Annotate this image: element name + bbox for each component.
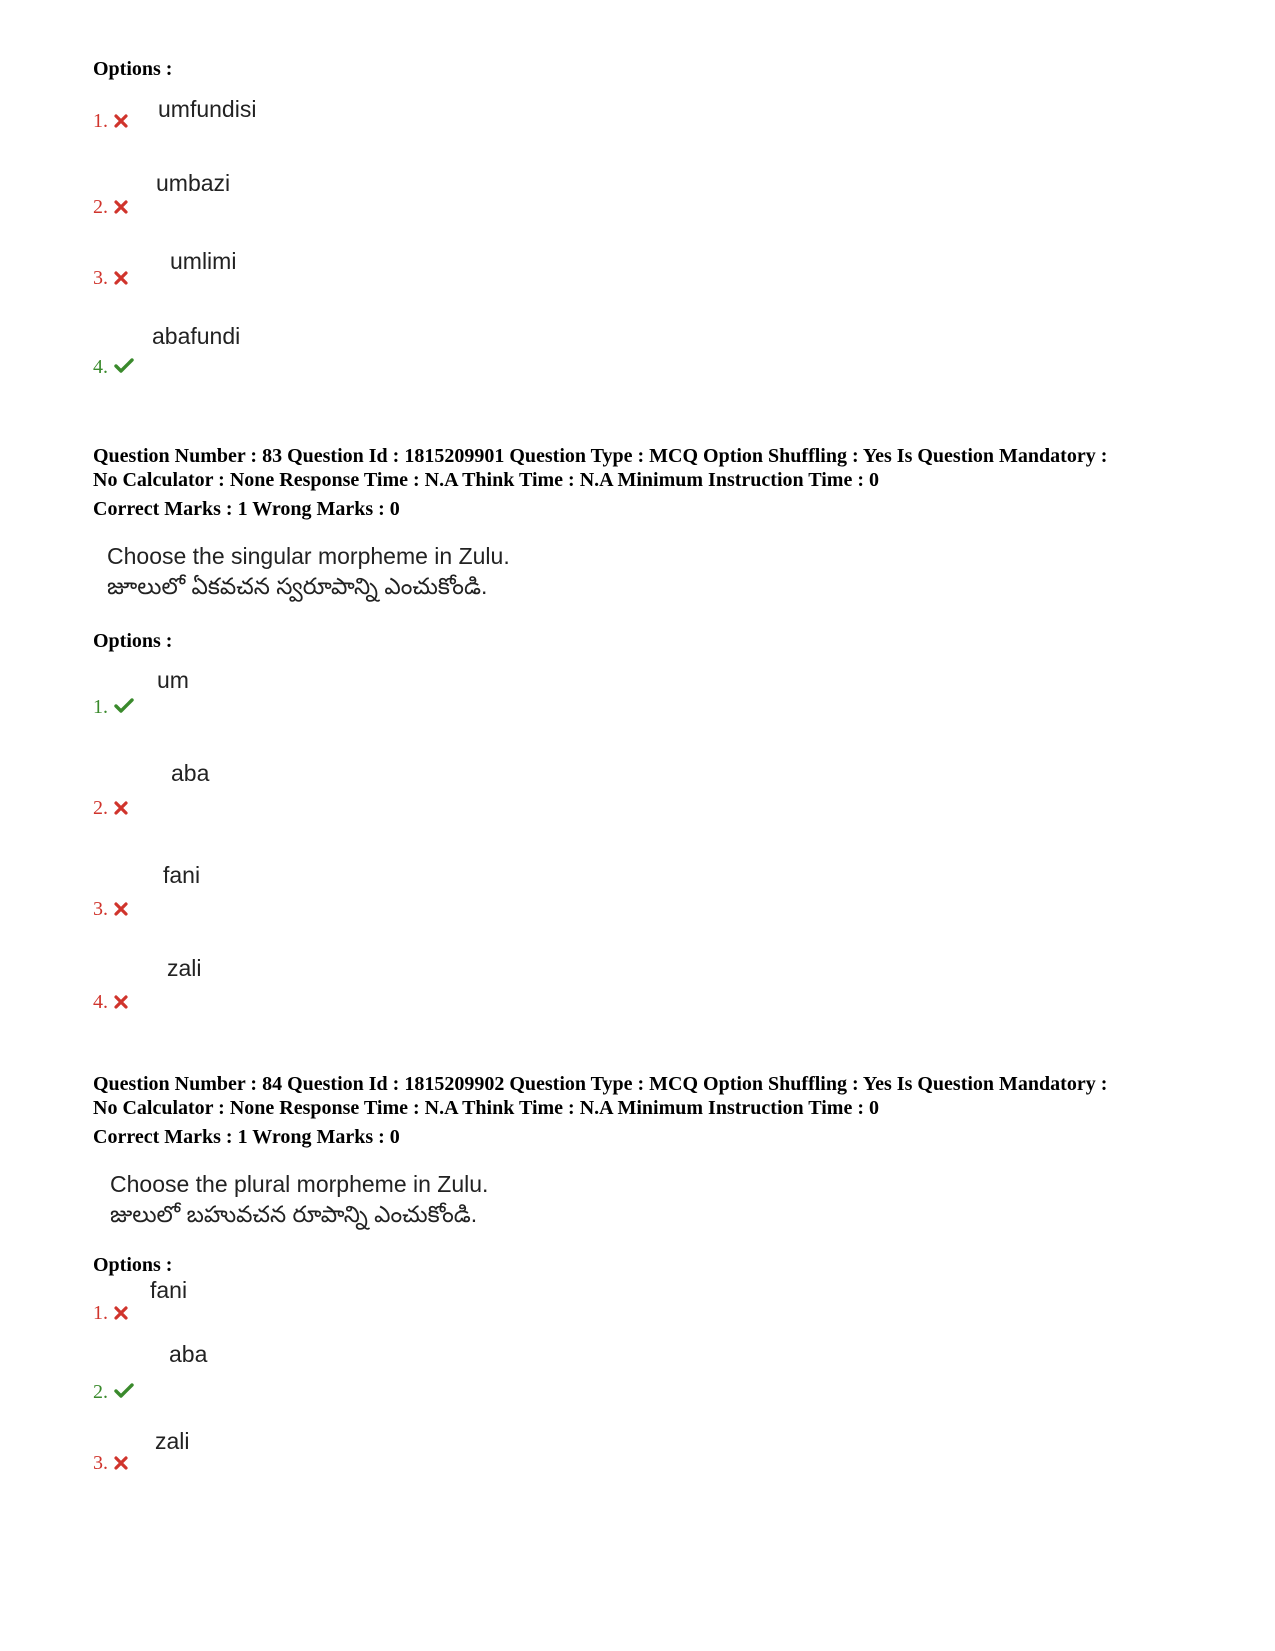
options-label: Options : xyxy=(93,630,173,652)
check-icon xyxy=(114,1382,134,1405)
option-number: 2. xyxy=(93,1381,134,1405)
question-text: Choose the singular morpheme in Zulu. జూలులో ఏకవచన స్వరూపాన్ని ఎంచుకోండి. xyxy=(107,543,510,599)
option-text: um xyxy=(157,667,189,693)
question-meta: Question Number : 83 Question Id : 1815209901 Question Type : MCQ Option Shuffling : Yes Is Question Mandatory : No Calculator : None Response Time : N.A Think Time : N.A Minimum Instruction Time : 0 xyxy=(93,445,1108,491)
options-label: Options : xyxy=(93,58,173,80)
cross-icon xyxy=(114,268,128,291)
cross-icon xyxy=(114,197,128,220)
question-meta: Question Number : 84 Question Id : 1815209902 Question Type : MCQ Option Shuffling : Yes Is Question Mandatory : No Calculator : None Response Time : N.A Think Time : N.A Minimum Instruction Time : 0 xyxy=(93,1073,1108,1119)
question-marks: Correct Marks : 1 Wrong Marks : 0 xyxy=(93,1126,400,1148)
cross-icon xyxy=(114,899,128,922)
option-number: 4. xyxy=(93,356,134,380)
question-text: Choose the plural morpheme in Zulu. జులులో బహువచన రూపాన్ని ఎంచుకోండి. xyxy=(110,1171,489,1227)
option-text: fani xyxy=(150,1277,188,1303)
option-number: 2. xyxy=(93,797,128,821)
question-marks: Correct Marks : 1 Wrong Marks : 0 xyxy=(93,498,400,520)
option-text: umbazi xyxy=(156,170,231,196)
option-number: 1. xyxy=(93,110,128,134)
cross-icon xyxy=(114,1453,128,1476)
option-number: 3. xyxy=(93,267,128,291)
option-number: 3. xyxy=(93,898,128,922)
option-text: zali xyxy=(167,955,202,981)
option-text: aba xyxy=(169,1341,208,1367)
option-number: 4. xyxy=(93,991,128,1015)
option-text: aba xyxy=(171,760,210,786)
option-number: 1. xyxy=(93,696,134,720)
option-text: umfundisi xyxy=(158,96,257,122)
cross-icon xyxy=(114,1303,128,1326)
option-number: 1. xyxy=(93,1302,128,1326)
check-icon xyxy=(114,357,134,380)
option-text: umlimi xyxy=(170,248,237,274)
option-number: 3. xyxy=(93,1452,128,1476)
option-text: zali xyxy=(155,1428,190,1454)
option-text: fani xyxy=(163,862,201,888)
cross-icon xyxy=(114,111,128,134)
cross-icon xyxy=(114,798,128,821)
cross-icon xyxy=(114,992,128,1015)
option-number: 2. xyxy=(93,196,128,220)
options-label: Options : xyxy=(93,1254,173,1276)
check-icon xyxy=(114,697,134,720)
option-text: abafundi xyxy=(152,323,241,349)
